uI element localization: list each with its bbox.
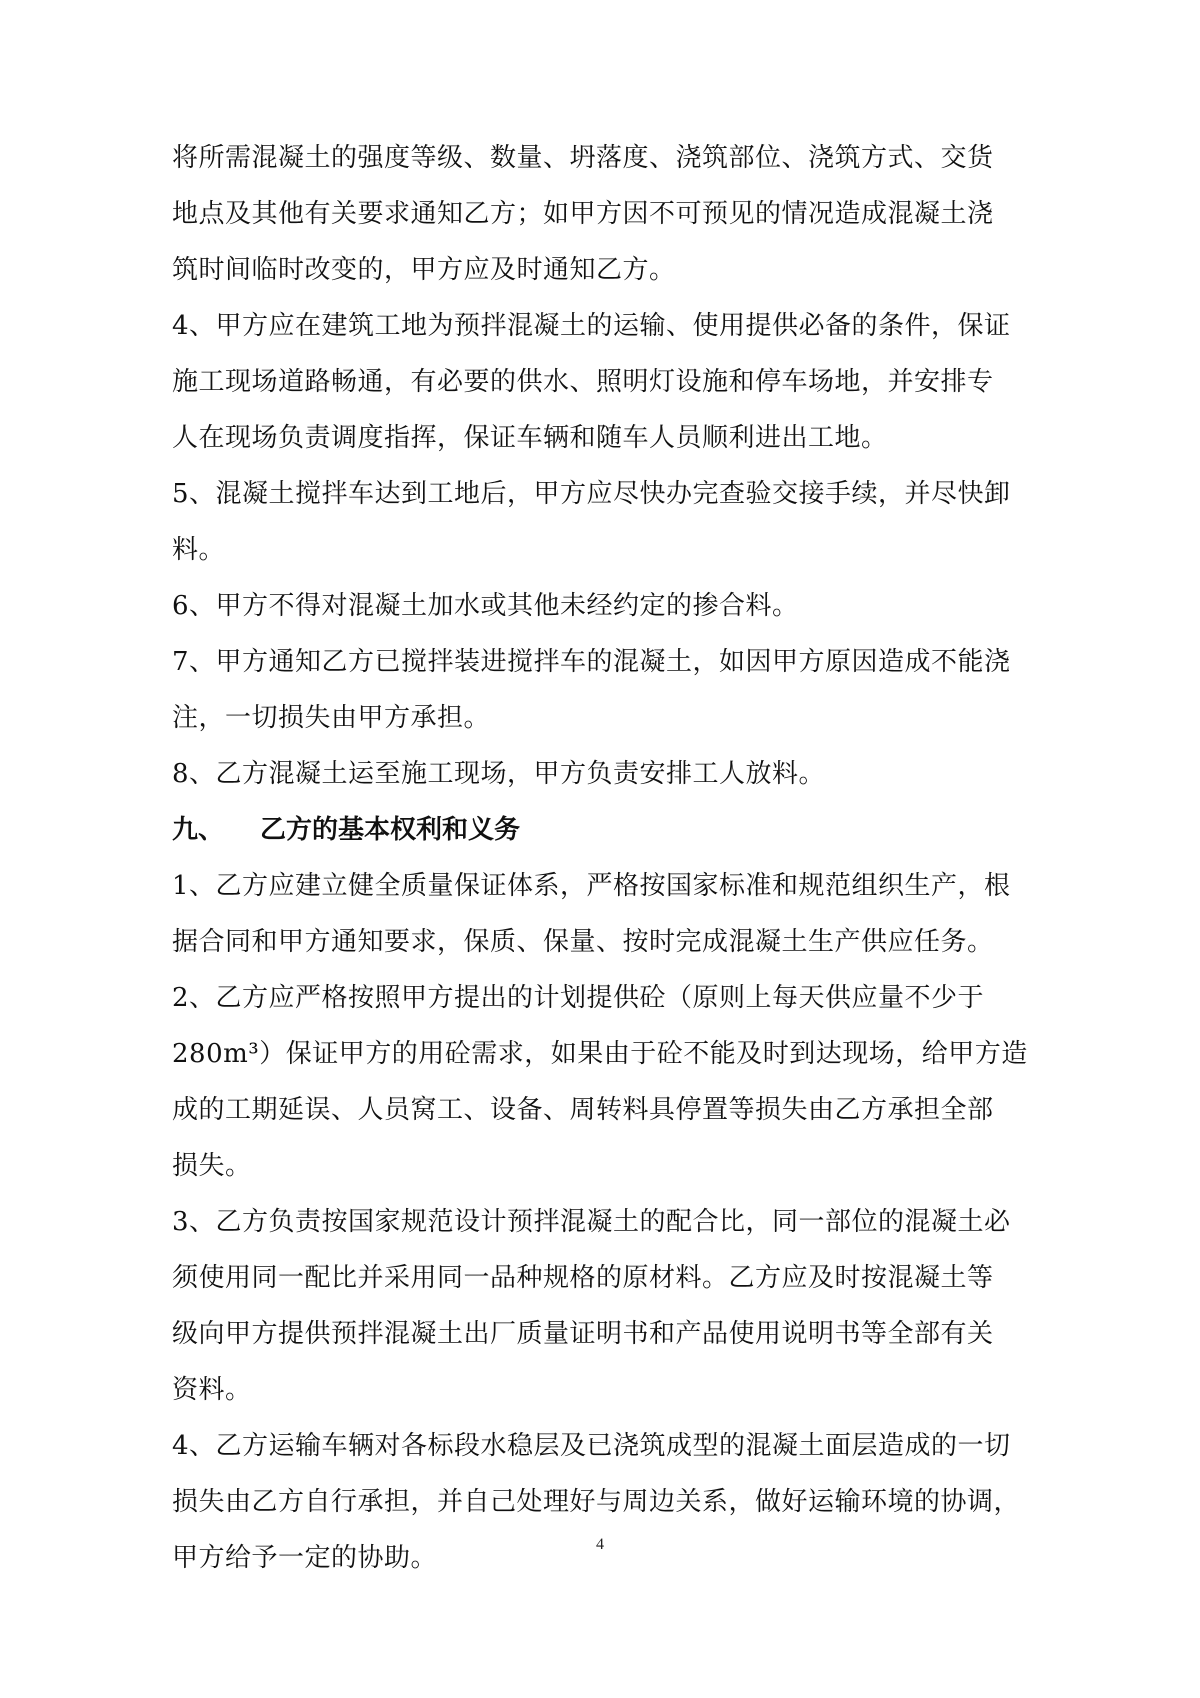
paragraph [172,130,1052,298]
paragraph [172,1418,1052,1586]
paragraph-line: 8、乙方混凝土运至施工现场，甲方负责安排工人放料。 [172,759,826,789]
paragraph-line: 1、乙方应建立健全质量保证体系，严格按国家标准和规范组织生产，根 [172,871,1011,901]
paragraph-line: 3、乙方负责按国家规范设计预拌混凝土的配合比，同一部位的混凝土必 [172,1207,1011,1237]
paragraph-line: 6、甲方不得对混凝土加水或其他未经约定的掺合料。 [172,591,799,621]
paragraph-line: 甲方给予一定的协助。 [172,1543,438,1573]
paragraph-line: 据合同和甲方通知要求，保质、保量、按时完成混凝土生产供应任务。 [172,927,994,957]
paragraph [172,746,1052,802]
paragraph-line: 注，一切损失由甲方承担。 [172,703,491,733]
paragraph [172,298,1052,466]
section-heading [172,802,1052,858]
paragraph [172,970,1052,1194]
paragraph-line: 5、混凝土搅拌车达到工地后，甲方应尽快办完查验交接手续，并尽快卸 [172,479,1011,509]
paragraph-line: 2、乙方应严格按照甲方提出的计划提供砼（原则上每天供应量不少于 [172,983,985,1013]
paragraph-line: 人在现场负责调度指挥，保证车辆和随车人员顺利进出工地。 [172,423,888,453]
page-number: 4 [596,1536,604,1553]
document-body [172,130,1052,1586]
paragraph-line: 损失由乙方自行承担，并自己处理好与周边关系，做好运输环境的协调， [172,1487,1021,1517]
paragraph-line: 成的工期延误、人员窝工、设备、周转料具停置等损失由乙方承担全部 [172,1095,994,1125]
section-heading-number: 九、 [172,815,225,845]
paragraph [172,858,1052,970]
paragraph-line: 地点及其他有关要求通知乙方；如甲方因不可预见的情况造成混凝土浇 [172,199,994,229]
paragraph-line: 资料。 [172,1375,252,1405]
paragraph [172,634,1052,746]
paragraph-line: 施工现场道路畅通，有必要的供水、照明灯设施和停车场地，并安排专 [172,367,994,397]
paragraph-line: 料。 [172,535,226,565]
paragraph [172,1194,1052,1418]
paragraph-line: 将所需混凝土的强度等级、数量、坍落度、浇筑部位、浇筑方式、交货 [172,143,994,173]
paragraph-line: 须使用同一配比并采用同一品种规格的原材料。乙方应及时按混凝土等 [172,1263,994,1293]
paragraph [172,578,1052,634]
paragraph-line: 4、甲方应在建筑工地为预拌混凝土的运输、使用提供必备的条件，保证 [172,311,1011,341]
section-heading-title: 乙方的基本权利和义务 [260,815,521,845]
paragraph-line: 损失。 [172,1151,252,1181]
paragraph-line: 筑时间临时改变的，甲方应及时通知乙方。 [172,255,676,285]
paragraph-line: 280m³）保证甲方的用砼需求，如果由于砼不能及时到达现场，给甲方造 [172,1039,1028,1069]
paragraph-line: 7、甲方通知乙方已搅拌装进搅拌车的混凝土，如因甲方原因造成不能浇 [172,647,1011,677]
paragraph-line: 级向甲方提供预拌混凝土出厂质量证明书和产品使用说明书等全部有关 [172,1319,994,1349]
paragraph [172,466,1052,578]
paragraph-line: 4、乙方运输车辆对各标段水稳层及已浇筑成型的混凝土面层造成的一切 [172,1431,1011,1461]
